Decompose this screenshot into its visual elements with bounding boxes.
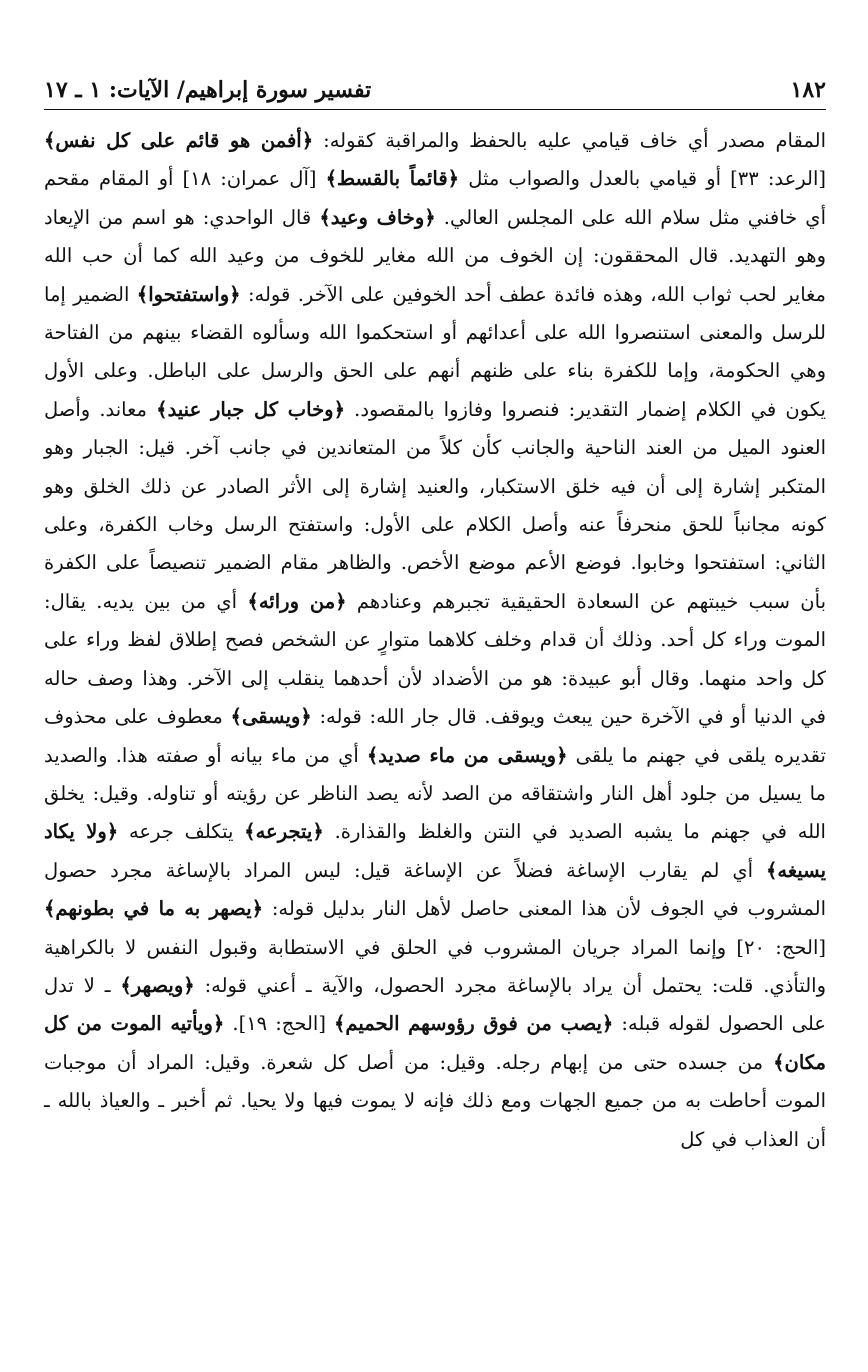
quran-quote: ﴿وخاب كل جبار عنيد﴾: [156, 397, 346, 421]
commentary-text: يتكلف جرعه: [118, 820, 245, 844]
commentary-text: [الحج: ١٩].: [224, 1012, 334, 1036]
commentary-text: من جسده حتى من إبهام رجله. وقيل: من أصل كل شعرة. وقيل: المراد أن موجبات الموت أحاطت به من جميع الجهات ومع ذلك فإنه لا يموت فيها ولا يحيا. ثم أخبر ـ والعياذ بالله ـ أن العذاب في كل: [44, 1050, 826, 1151]
running-title: تفسير سورة إبراهيم/ الآيات: ١ ـ ١٧: [44, 77, 372, 103]
commentary-text: قال الواحدي: هو اسم من الإيعاد وهو التهديد. قال المحققون: إن الخوف من الله مغاير للخوف من وعيد الله كما أن حب الله مغاير لحب ثواب الله، وهذه فائدة عطف أحد الخوفين على الآخر. قوله:: [44, 205, 826, 306]
quran-quote: ﴿يصب من فوق رؤوسهم الحميم﴾: [333, 1012, 614, 1036]
commentary-text: المقام مصدر أي خاف قيامي عليه بالحفظ والمراقبة كقوله:: [313, 129, 826, 152]
page-number: ١٨٢: [790, 77, 826, 103]
commentary-text: [آل عمران: ١٨] أو المقام مقحم أي خافني مثل سلام الله على المجلس العالي.: [44, 167, 826, 229]
quran-quote: ﴿قائماً بالقسط﴾: [325, 167, 460, 191]
quran-quote: ﴿ويسقى﴾: [230, 705, 312, 729]
commentary-text: أي من ماء بيانه أو صفته هذا. والصديد ما يسيل من جلود أهل النار واشتقاقه من الصد لأنه يصد الناظر عن رؤيته أو تناوله. وقيل: يخلق الله في جهنم ما يشبه الصديد في النتن والغلظ والقذارة.: [44, 743, 826, 844]
commentary-text: ـ لا تدل على الحصول لقوله قبله:: [44, 973, 827, 1036]
quran-quote: ﴿ولا يكاد يسيغه﴾: [44, 820, 826, 882]
quran-quote: ﴿واستفتحوا﴾: [136, 282, 241, 306]
quran-quote: ﴿ويصهر﴾: [120, 973, 195, 997]
commentary-text: الضمير إما للرسل والمعنى استنصروا الله على أعدائهم أو استحكموا الله وسألوه القضاء بينهم من الفتاحة وهي الحكومة، وإما للكفرة بناء على ظنهم أنهم على الحق والرسل على الباطل. وعلى الأول يكون في الكلام إضمار التقدير: فنصروا وفازوا بالمقصود.: [44, 282, 826, 421]
quran-quote: ﴿أفمن هو قائم على كل نفس﴾: [44, 129, 314, 152]
commentary-text: معطوف على محذوف تقديره يلقى في جهنم ما يلقى: [44, 705, 826, 767]
quran-quote: ﴿يصهر به ما في بطونهم﴾: [44, 897, 264, 921]
book-page: [44, 70, 826, 1360]
quran-quote: ﴿من ورائه﴾: [247, 589, 347, 613]
commentary-text: أي لم يقارب الإساغة فضلاً عن الإساغة قيل: ليس المراد بالإساغة مجرد حصول المشروب في الجوف لأن هذا المعنى حاصل لأهل النار بدليل قوله:: [44, 858, 827, 921]
quran-quote: ﴿يتجرعه﴾: [244, 820, 324, 844]
quran-quote: ﴿ويأتيه الموت من كل مكان﴾: [44, 1012, 826, 1074]
commentary-text: [الرعد: ٣٣] أو قيامي بالعدل والصواب مثل: [459, 167, 826, 191]
commentary-text: أي من بين يديه. يقال: الموت وراء كل أحد. وذلك أن قدام وخلف كلاهما متوارٍ عن الشخص فصح إطلاق لفظ وراء على كل واحد منهما. وقال أبو عبيدة: هو من الأضداد لأن أحدهما ينقلب إلى الآخر. وهذا وصف حاله في الدنيا أو في الآخرة حين يبعث ويوقف. قال جار الله: قوله:: [44, 589, 826, 729]
body-text: [44, 122, 826, 1159]
header-rule: [44, 109, 826, 110]
commentary-text: معاند. وأصل العنود الميل من العند الناحية والجانب كأن كلاً من المتعاندين في جانب آخر. قيل: الجبار وهو المتكبر إشارة إلى أن فيه خلق الاستكبار، والعنيد إشارة إلى الأثر الصادر عن ذلك الخلق وهو كونه مجانباً للحق منحرفاً عنه وأصل الكلام على الأول: واستفتح الرسل وخاب الكفرة، وعلى الثاني: استفتحوا وخابوا. فوضع الأعم موضع الأخص. والظاهر مقام الضمير تنصيصاً على الكفرة بأن سبب خيبتهم عن السعادة الحقيقية تجبرهم وعنادهم: [44, 397, 826, 613]
quran-quote: ﴿وخاف وعيد﴾: [319, 205, 436, 229]
commentary-text: [الحج: ٢٠] وإنما المراد جريان المشروب في الحلق في الاستطابة وقبول النفس لا بالكراهية والتأذي. قلت: يحتمل أن يراد بالإساغة مجرد الحصول، والآية ـ أعني قوله:: [44, 935, 826, 997]
quran-quote: ﴿ويسقى من ماء صديد﴾: [366, 743, 568, 767]
page-header: [44, 70, 826, 110]
